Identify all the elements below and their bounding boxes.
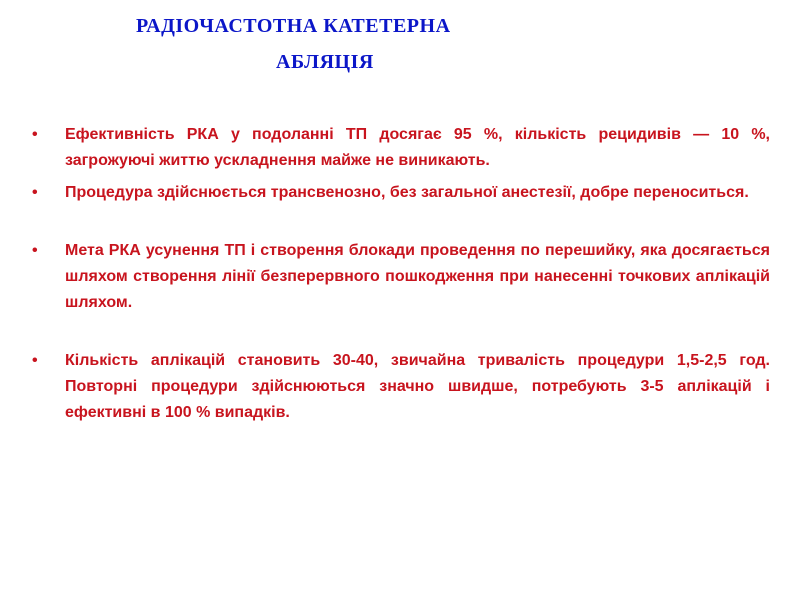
bullet-text: Процедура здійснюється трансвенозно, без загальної анестезії, добре переноситься. [65, 184, 749, 201]
bullet-list [32, 122, 770, 426]
bullet-dot-icon: • [32, 126, 38, 143]
bullet-dot-icon: • [32, 242, 38, 259]
bullet-dot-icon: • [32, 184, 38, 201]
bullet-item [32, 122, 770, 174]
slide-title-line-2: АБЛЯЦІЯ [276, 51, 374, 73]
bullet-item [32, 348, 770, 426]
slide-title [0, 8, 800, 80]
bullet-text: Мета РКА усунення ТП і створення блокади проведення по перешийку, яка досягається шляхом створення лінії безперервного пошкодження при нанесенні точкових аплікацій шляхом. [65, 242, 770, 311]
bullet-text: Ефективність РКА у подоланні ТП досягає 95 %, кількість рецидивів — 10 %, загрожуючі життю ускладнення майже не виникають. [65, 126, 770, 169]
bullet-item [32, 180, 770, 206]
bullet-item [32, 238, 770, 316]
bullet-text: Кількість аплікацій становить 30-40, звичайна тривалість процедури 1,5-2,5 год. Повторні процедури здійснюються значно швидше, потребують 3-5 аплікацій і ефективні в 100 % випадків. [65, 352, 770, 421]
slide-title-line-1: РАДІОЧАСТОТНА КАТЕТЕРНА [136, 15, 451, 37]
bullet-dot-icon: • [32, 352, 38, 369]
